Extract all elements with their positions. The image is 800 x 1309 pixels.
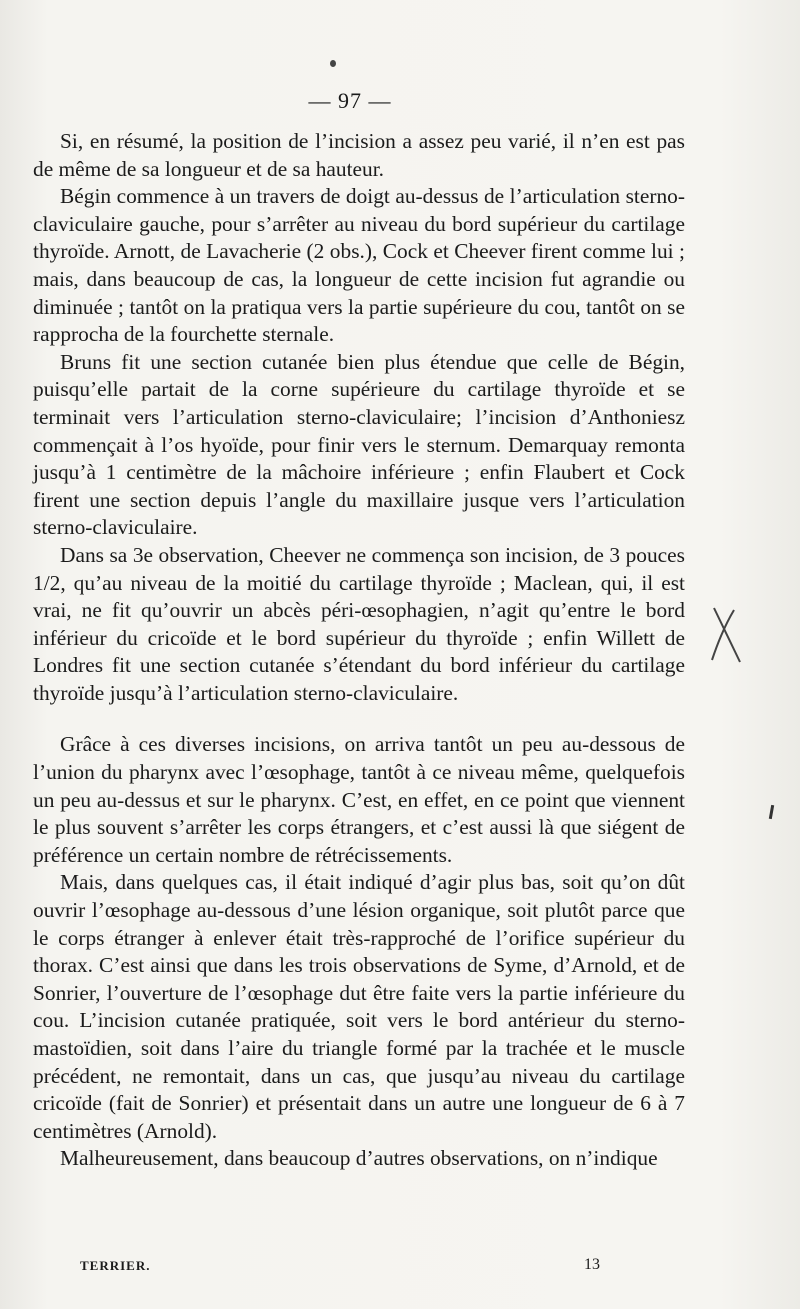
paragraph-6: Mais, dans quelques cas, il était indiqué d’agir plus bas, soit qu’on dût ouvrir l’œsophage au-dessous d’une lésion organique, soit plutôt parce que le corps étranger à enlever était très-rapproché de l’orifice supérieur du thorax. C’est ainsi que dans les trois observations de Syme, d’Arnold, et de Sonrier, l’ouverture de l’œsophage dut être faite vers la partie inférieure du cou. L’incision cutanée pratiquée, soit vers le bord antérieur du sterno-mastoïdien, soit dans l’aire du triangle formé par la trachée et le muscle précédent, ne remontait, dans un cas, que jusqu’au niveau du cartilage cricoïde (fait de Sonrier) et présentait dans un autre une longueur de 6 à 7 centimètres (Arnold). [33, 870, 685, 1143]
paragraph-5: Grâce à ces diverses incisions, on arriva tantôt un peu au-dessous de l’union du pharynx avec l’œsophage, tantôt à ce niveau même, quelquefois un peu au-dessus et sur le pharynx. C’est, en effet, en ce point que viennent le plus souvent s’arrêter les corps étrangers, et c’est aussi là que siégent de préférence un certain nombre de rétrécissements. [33, 732, 685, 867]
paragraph-2: Bégin commence à un travers de doigt au-dessus de l’articulation sterno-claviculaire gauche, pour s’arrêter au niveau du bord supérieur du cartilage thyroïde. Arnott, de Lavacherie (2 obs.), Cock et Cheever firent comme lui ; mais, dans beaucoup de cas, la longueur de cette incision fut agrandie ou diminuée ; tantôt on la pratiqua vers la partie supérieure du cou, tantôt on se rapprocha de la fourchette sternale. [33, 184, 685, 347]
signature-mark: TERRIER. [80, 1258, 151, 1273]
margin-tick-mark [769, 805, 774, 819]
paragraph-4: Dans sa 3e observation, Cheever ne commença son incision, de 3 pouces 1/2, qu’au niveau de la moitié du cartilage thyroïde ; Maclean, qui, il est vrai, ne fit qu’ouvrir un abcès péri-œsophagien, n’agit qu’entre le bord inférieur du cricoïde et le bord supérieur du thyroïde ; enfin Willett de Londres fit une section cutanée s’étendant du bord inférieur du cartilage thyroïde jusqu’à l’articulation sterno-claviculaire. [33, 542, 685, 705]
paragraph-3: Bruns fit une section cutanée bien plus étendue que celle de Bégin, puisqu’elle partait de la corne supérieure du cartilage thyroïde et se terminait vers l’articulation sterno-claviculaire; l’incision d’Anthoniesz commençait à l’os hyoïde, pour finir vers le sternum. Demarquay remonta jusqu’à 1 centimètre de la mâchoire inférieure ; enfin Flaubert et Cock firent une section depuis l’angle du maxillaire jusque vers l’articulation sterno-claviculaire. [33, 349, 685, 540]
paragraph-1: Si, en résumé, la position de l’incision a assez peu varié, il n’en est pas de même de sa longueur et de sa hauteur. [33, 129, 685, 181]
paragraph-7: Malheureusement, dans beaucoup d’autres observations, on n’indique [60, 1146, 658, 1171]
margin-cross-mark-icon [700, 600, 750, 670]
page-number-header: — 97 — [308, 88, 392, 113]
sheet-number: 13 [584, 1256, 600, 1273]
ink-speck [330, 60, 336, 67]
body-text [33, 128, 685, 1173]
